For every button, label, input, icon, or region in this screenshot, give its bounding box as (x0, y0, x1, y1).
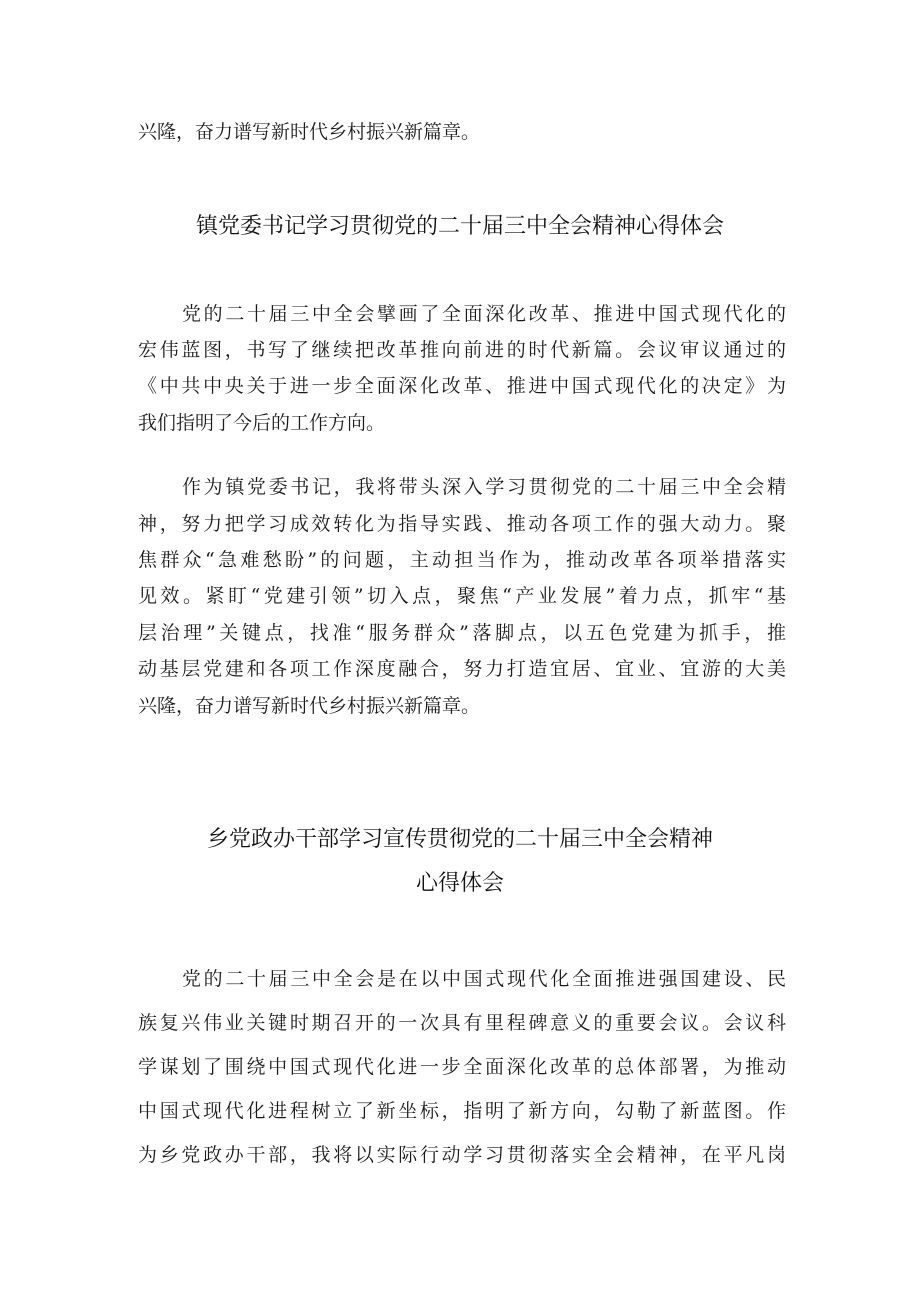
paragraph-line: 学谋划了围绕中国式现代化进一步全面深化改革的总体部署，为推动 (138, 1056, 786, 1078)
paragraph-fragment: 兴隆，奋力谱写新时代乡村振兴新篇章。 (138, 121, 481, 143)
paragraph-line: 层治理”关键点，找准“服务群众”落脚点，以五色党建为抓手，推 (138, 622, 786, 644)
paragraph-line: 神，努力把学习成效转化为指导实践、推动各项工作的强大动力。聚 (138, 513, 786, 535)
paragraph-line: 焦群众“急难愁盼”的问题，主动担当作为，推动改革各项举措落实 (138, 549, 786, 571)
paragraph-line: 《中共中央关于进一步全面深化改革、推进中国式现代化的决定》为 (138, 375, 786, 397)
paragraph-line: 中国式现代化进程树立了新坐标，指明了新方向，勾勒了新蓝图。作 (138, 1100, 786, 1122)
paragraph-line: 见效。紧盯“党建引领”切入点，聚焦“产业发展”着力点，抓牢“基 (138, 585, 786, 607)
paragraph-line: 族复兴伟业关键时期召开的一次具有里程碑意义的重要会议。会议科 (138, 1012, 786, 1034)
paragraph-line: 动基层党建和各项工作深度融合，努力打造宜居、宜业、宜游的大美 (138, 658, 786, 680)
paragraph-line: 兴隆，奋力谱写新时代乡村振兴新篇章。 (138, 695, 481, 717)
article-title-continued: 心得体会 (415, 871, 504, 896)
article-title: 镇党委书记学习贯彻党的二十届三中全会精神心得体会 (195, 214, 724, 239)
paragraph-line: 我们指明了今后的工作方向。 (138, 412, 386, 434)
paragraph-line: 党的二十届三中全会擘画了全面深化改革、推进中国式现代化的 (182, 303, 786, 325)
paragraph-line: 党的二十届三中全会是在以中国式现代化全面推进强国建设、民 (182, 968, 786, 990)
paragraph-line: 作为镇党委书记，我将带头深入学习贯彻党的二十届三中全会精 (182, 476, 786, 498)
paragraph-line: 为乡党政办干部，我将以实际行动学习贯彻落实全会精神，在平凡岗 (138, 1144, 786, 1166)
article-title: 乡党政办干部学习宣传贯彻党的二十届三中全会精神 (206, 827, 713, 852)
paragraph-line: 宏伟蓝图，书写了继续把改革推向前进的时代新篇。会议审议通过的 (138, 339, 786, 361)
